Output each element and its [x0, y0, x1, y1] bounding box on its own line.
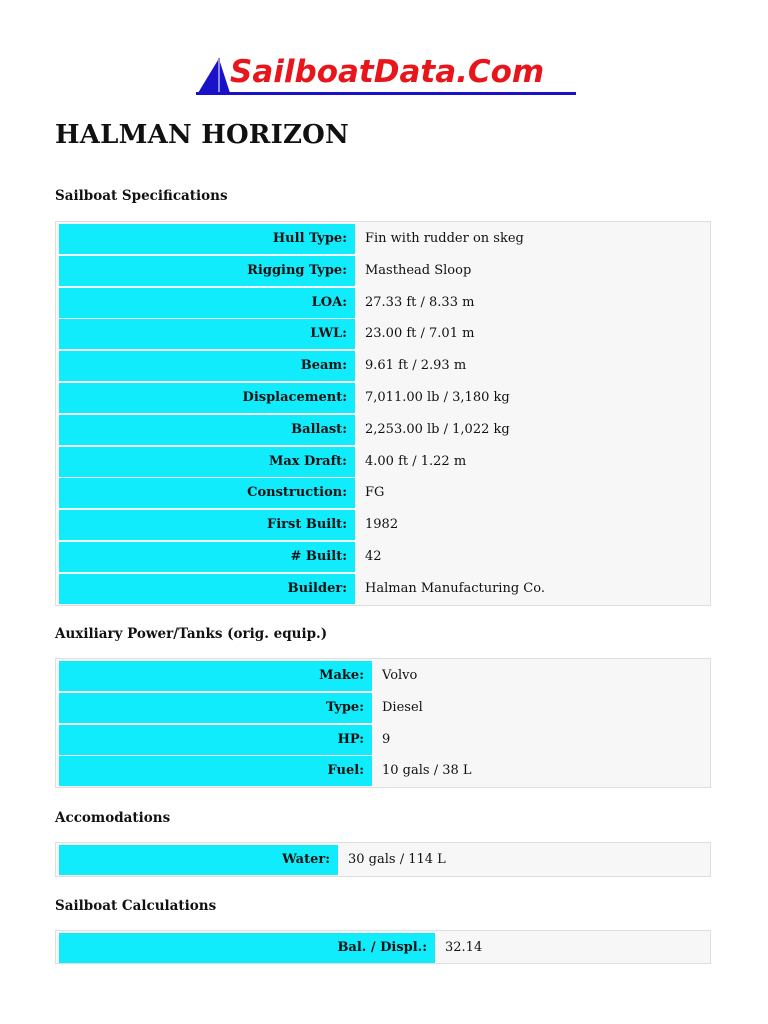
accom-heading: Accomodations [55, 810, 171, 826]
row-value: 7,011.00 lb / 3,180 kg [365, 389, 510, 405]
page-title: HALMAN HORIZON [55, 120, 349, 150]
table-row [56, 693, 710, 723]
specs-heading: Sailboat Specifications [55, 188, 228, 204]
row-label: HP: [59, 725, 372, 755]
row-label: Ballast: [59, 415, 355, 445]
table-row [56, 574, 710, 604]
table-row [56, 478, 710, 508]
row-value: Masthead Sloop [365, 262, 472, 278]
row-value: 30 gals / 114 L [348, 852, 446, 867]
site-logo[interactable] [196, 56, 578, 98]
row-value: 9 [382, 731, 391, 747]
aux-heading: Auxiliary Power/Tanks (orig. equip.) [55, 626, 328, 642]
row-label: LWL: [59, 319, 355, 349]
row-label: Beam: [59, 351, 355, 381]
row-value: Fin with rudder on skeg [365, 231, 524, 246]
row-value: 9.61 ft / 2.93 m [365, 358, 467, 374]
logo-text: SailboatData.Com [230, 54, 545, 90]
row-label: Max Draft: [59, 447, 355, 477]
table-row [56, 288, 710, 318]
table-row [56, 725, 710, 755]
table-row [56, 256, 710, 286]
row-label: Displacement: [59, 383, 355, 413]
table-row [56, 319, 710, 349]
row-value: 27.33 ft / 8.33 m [365, 294, 475, 310]
row-label: Builder: [59, 574, 355, 604]
logo-underline [196, 92, 576, 95]
row-value: Volvo [382, 668, 418, 683]
row-label: Fuel: [59, 756, 372, 786]
table-row [56, 351, 710, 381]
table-row [56, 542, 710, 572]
accom-table [55, 842, 711, 877]
row-label: Type: [59, 693, 372, 723]
table-row [56, 845, 710, 875]
row-value: 1982 [365, 517, 399, 533]
row-value: 42 [365, 548, 382, 564]
row-label: First Built: [59, 510, 355, 540]
row-label: Make: [59, 661, 372, 691]
row-value: 32.14 [445, 940, 483, 955]
row-value: 2,253.00 lb / 1,022 kg [365, 421, 510, 437]
row-value: 23.00 ft / 7.01 m [365, 326, 475, 342]
row-label: Rigging Type: [59, 256, 355, 286]
calc-table [55, 930, 711, 964]
row-value: 4.00 ft / 1.22 m [365, 453, 467, 469]
table-row [56, 415, 710, 445]
table-row [56, 933, 710, 963]
row-label: LOA: [59, 288, 355, 318]
table-row [56, 447, 710, 477]
table-row [56, 661, 710, 691]
table-row [56, 383, 710, 413]
row-label: Construction: [59, 478, 355, 508]
row-value: 10 gals / 38 L [382, 763, 472, 779]
row-value: Diesel [382, 699, 423, 715]
row-label: Water: [59, 845, 338, 875]
aux-table [55, 658, 711, 788]
row-label: # Built: [59, 542, 355, 572]
table-row [56, 224, 710, 254]
calc-heading: Sailboat Calculations [55, 898, 217, 914]
row-value: Halman Manufacturing Co. [365, 580, 545, 596]
table-row [56, 756, 710, 786]
row-value: FG [365, 485, 385, 501]
specs-table [55, 221, 711, 606]
row-label: Hull Type: [59, 224, 355, 254]
row-label: Bal. / Displ.: [59, 933, 435, 963]
table-row [56, 510, 710, 540]
